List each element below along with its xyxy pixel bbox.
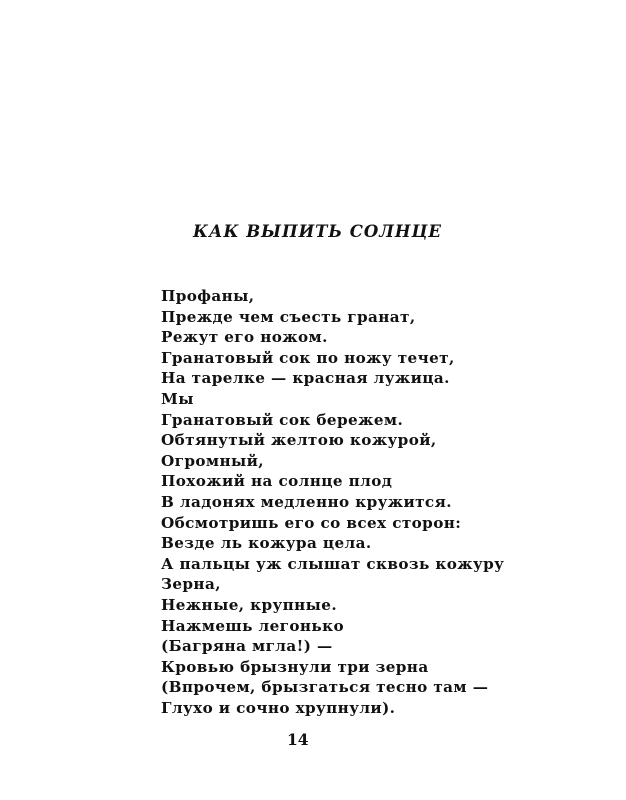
poem-line: В ладонях медленно кружится.: [161, 492, 452, 511]
poem-line: Гранатовый сок по ножу течет,: [161, 348, 455, 367]
page-number: 14: [287, 730, 309, 749]
poem-line: Профаны,: [161, 287, 255, 305]
poem-line: А пальцы уж слышат сквозь кожуру: [161, 554, 505, 573]
poem-line: Похожий на солнце плод: [161, 472, 393, 491]
poem-line: Гранатовый сок бережем.: [161, 410, 404, 429]
poem-line: Огромный,: [161, 451, 264, 470]
poem-line: Нежные, крупные.: [161, 595, 338, 614]
poem-title: КАК ВЫПИТЬ СОЛНЦЕ: [193, 222, 442, 241]
poem-line: Прежде чем съесть гранат,: [161, 307, 416, 326]
poem-line: Мы: [161, 389, 194, 408]
poem-line: (Впрочем, брызгаться тесно там —: [161, 678, 489, 697]
poem-line: Режут его ножом.: [161, 328, 328, 347]
poem-body: [161, 286, 504, 718]
poem-line: На тарелке — красная лужица.: [161, 369, 450, 388]
poem-line: Везде ль кожура цела.: [161, 534, 372, 553]
poem-line: Зерна,: [161, 575, 221, 594]
poem-line: Обсмотришь его со всех сторон:: [161, 513, 462, 532]
poem-line: (Багряна мгла!) —: [161, 637, 333, 656]
poem-line: Кровью брызнули три зерна: [161, 657, 429, 676]
poem-line: Нажмешь легонько: [161, 616, 345, 635]
poem-line: Обтянутый желтою кожурой,: [161, 431, 437, 450]
poem-line: Глухо и сочно хрупнули).: [161, 698, 396, 717]
